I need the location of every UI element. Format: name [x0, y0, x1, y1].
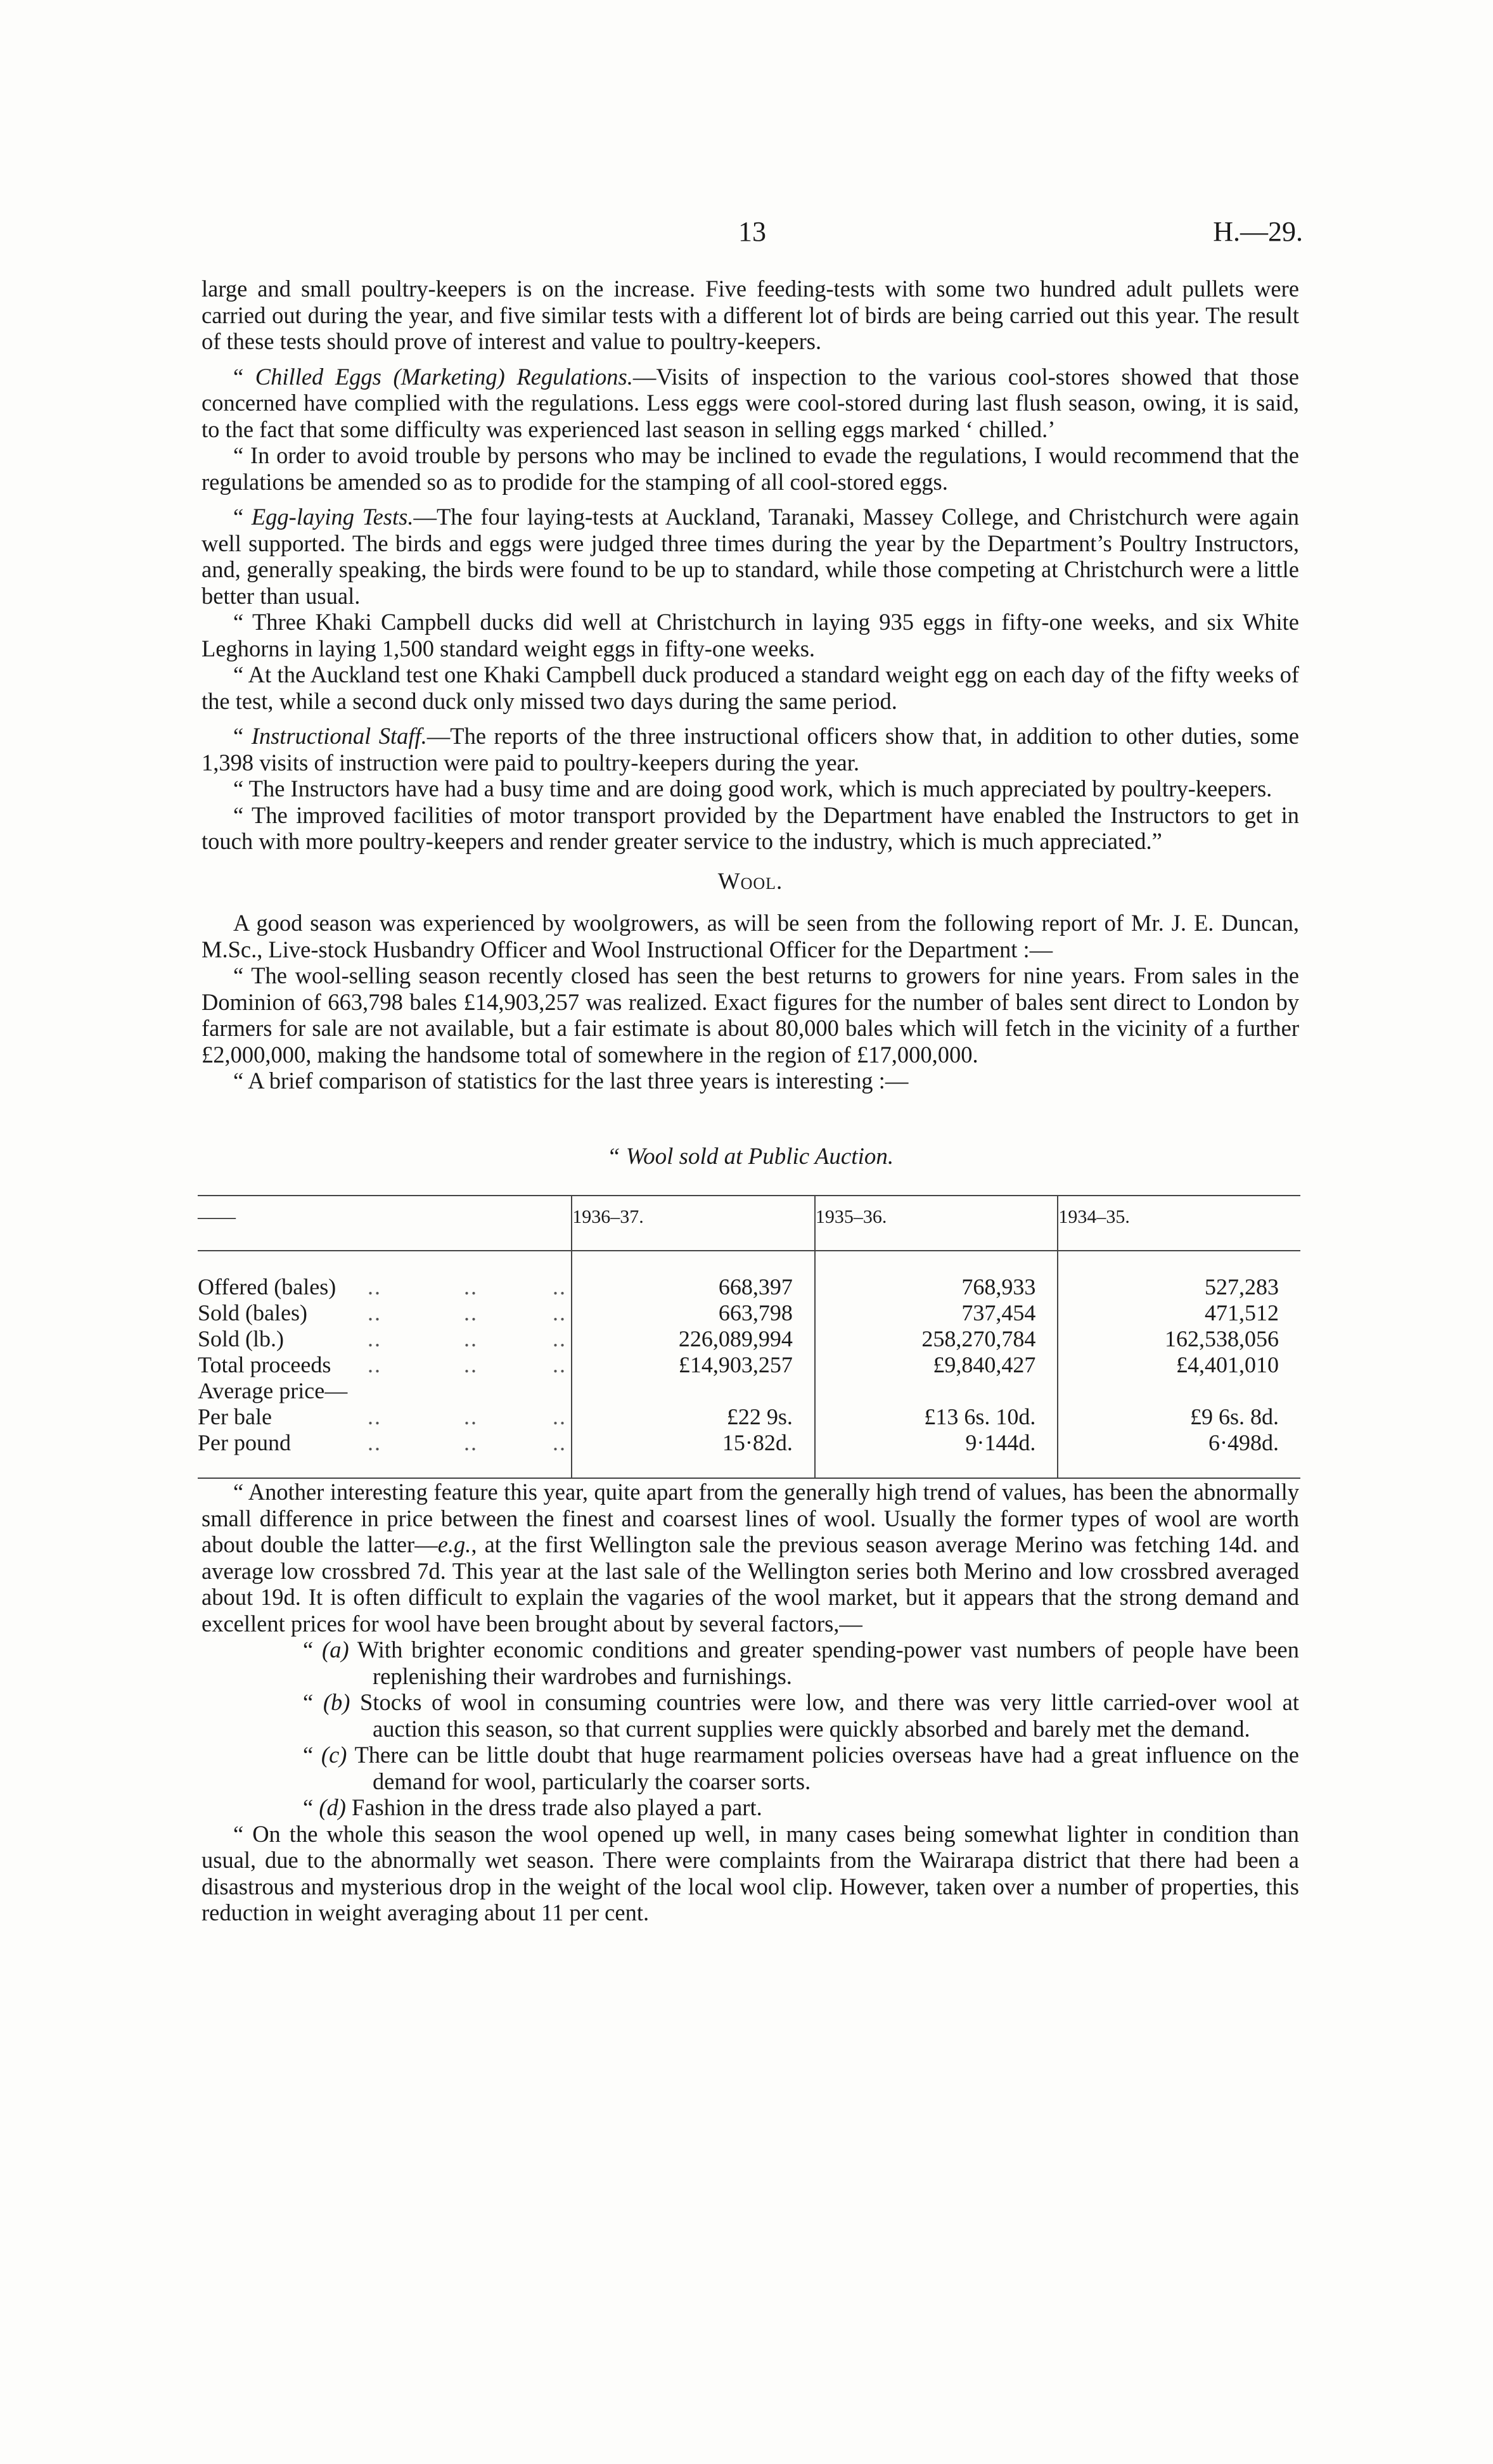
paragraph-wool-season: “ The wool-selling season recently closed has seen the best returns to growers for nine years. From sales in the Dominion of 663,798 bales £14,903,257 was realized. Exact figures for the number of bales sent direct to London by farmers for sale are not available, but a fair estimate is about 80,000 bales which will fetch in the vicinity of a further £2,000,000, making the handsome total of somewhere in the region of £17,000,000.: [202, 962, 1299, 1068]
cell-sold-lb-1934-35: 162,538,056: [1058, 1326, 1300, 1352]
paragraph-instructional-staff: “ Instructional Staff.—The reports of the three instructional officers show that, in addition to other duties, some 1,398 visits of instruction were paid to poultry-keepers during the year.: [202, 723, 1299, 776]
paragraph-wool-intro: A good season was experienced by woolgrowers, as will be seen from the following report of Mr. J. E. Duncan, M.Sc., Live-stock Husbandry Officer and Wool Instructional Officer for the Department :—: [202, 910, 1299, 962]
page-header: [0, 215, 1493, 253]
document-body: [198, 276, 1300, 1926]
paragraph-another-feature: “ Another interesting feature this year, quite apart from the generally high trend of values, has been the abnormally small difference in price between the finest and coarsest lines of wool. Usually the former types of wool are worth about double the latter—e.g., at the first Wellington sale the previous season average Merino was fetching 14d. and average low crossbred 7d. This year at the last sale of the Wellington series both Merino and low crossbred averaged about 19d. It is often difficult to explain the vagaries of the wool market, but it appears that the strong demand and excellent prices for wool have been brought about by several factors,—: [202, 1479, 1299, 1637]
chilled-eggs-text: —Visits of inspection to the various cool-stores showed that those concerned have complied with the regulations. Less eggs were cool-stored during last flush season, owing, it is said, to the fact that some difficulty was experienced last season in selling eggs marked ‘ chilled.’: [202, 363, 1299, 442]
cell-per-pound-1936-37: 15·82d.: [572, 1430, 815, 1478]
cell-sold-lb-1936-37: 226,089,994: [572, 1326, 815, 1352]
cell-proceeds-1936-37: £14,903,257: [572, 1352, 815, 1378]
paragraph-auckland-test: “ At the Auckland test one Khaki Campbell duck produced a standard weight egg on each day of the fifty weeks of the test, while a second duck only missed two days during the same period.: [202, 661, 1299, 714]
table-header-blank: ——: [198, 1196, 572, 1251]
column-header-1934-35: 1934–35.: [1058, 1196, 1300, 1251]
list-item: “ (d) Fashion in the dress trade also played a part.: [303, 1794, 762, 1820]
list-item: “ (a) With brighter economic conditions and greater spending-power vast numbers of people have been replenishing their wardrobes and furnishings.: [303, 1637, 1300, 1689]
column-header-1935-36: 1935–36.: [815, 1196, 1058, 1251]
cell-sold-bales-1936-37: 663,798: [572, 1300, 815, 1326]
row-label-per-pound: Per pound: [198, 1430, 291, 1455]
cell-proceeds-1935-36: £9,840,427: [815, 1352, 1058, 1378]
egg-laying-title: Egg-laying Tests.: [251, 504, 414, 530]
paragraph-final: “ On the whole this season the wool opened up well, in many cases being somewhat lighter in condition than usual, due to the abnormally wet season. There were complaints from the Wairarapa district that there had been a disastrous and mysterious drop in the weight of the local wool clip. However, taken over a number of properties, this reduction in weight averaging about 11 per cent.: [202, 1820, 1299, 1925]
table-row: Per pound .. .. .. 15·82d. 9·144d. 6·498d.: [198, 1430, 1300, 1478]
cell-per-bale-1936-37: £22 9s.: [572, 1404, 815, 1430]
wool-heading: Wool.: [717, 868, 783, 895]
cell-per-pound-1935-36: 9·144d.: [815, 1430, 1058, 1478]
cell-per-bale-1934-35: £9 6s. 8d.: [1058, 1404, 1300, 1430]
cell-offered-1936-37: 668,397: [572, 1274, 815, 1300]
row-label-average-price: Average price—: [198, 1378, 348, 1403]
row-label-sold-bales: Sold (bales): [198, 1300, 307, 1325]
cell-per-pound-1934-35: 6·498d.: [1058, 1430, 1300, 1478]
cell-sold-bales-1934-35: 471,512: [1058, 1300, 1300, 1326]
chilled-eggs-title: Chilled Eggs (Marketing) Regulations.: [255, 363, 633, 390]
table-row: Per bale .. .. .. £22 9s. £13 6s. 10d. £9 6s. 8d.: [198, 1404, 1300, 1430]
list-item: “ (c) There can be little doubt that huge rearmament policies overseas have had a great influence on the demand for wool, particularly the coarser sorts.: [303, 1742, 1299, 1794]
table-header-row: [198, 1196, 1300, 1251]
table-row: Sold (bales) .. .. .. 663,798 737,454 471,512: [198, 1300, 1300, 1326]
cell-sold-bales-1935-36: 737,454: [815, 1300, 1058, 1326]
table-row: [198, 1378, 1300, 1404]
paragraph-egg-laying: “ Egg-laying Tests.—The four laying-tests at Auckland, Taranaki, Massey College, and Christchurch were again well supported. The birds and eggs were judged three times during the year by the Department’s Poultry Instructors, and, generally speaking, the birds were found to be up to standard, while those competing at Christchurch were a little better than usual.: [202, 504, 1299, 609]
table-row: Total proceeds .. .. .. £14,903,257 £9,840,427 £4,401,010: [198, 1352, 1300, 1378]
cell-sold-lb-1935-36: 258,270,784: [815, 1326, 1058, 1352]
paragraph-khaki-campbell: “ Three Khaki Campbell ducks did well at Christchurch in laying 935 eggs in fifty-one weeks, and six White Leghorns in laying 1,500 standard weight eggs in fifty-one weeks.: [202, 609, 1299, 661]
table-row: Sold (lb.) .. .. .. 226,089,994 258,270,784 162,538,056: [198, 1326, 1300, 1352]
table-row: Offered (bales) .. .. .. 668,397 768,933 527,283: [198, 1274, 1300, 1300]
row-label-offered: Offered (bales): [198, 1274, 336, 1299]
paragraph-chilled-eggs: “ Chilled Eggs (Marketing) Regulations.—Visits of inspection to the various cool-stores showed that those concerned have complied with the regulations. Less eggs were cool-stored during last flush season, owing, it is said, to the fact that some difficulty was experienced last season in selling eggs marked ‘ chilled.’: [202, 363, 1299, 442]
paragraph-instructors-busy: “ The Instructors have had a busy time and are doing good work, which is much appreciated by poultry-keepers.: [233, 776, 1272, 801]
paragraph-recommend: “ In order to avoid trouble by persons who may be inclined to evade the regulations, I would recommend that the regulations be amended so as to prodide for the stamping of all cool-stored eggs.: [202, 442, 1299, 495]
cell-offered-1935-36: 768,933: [815, 1274, 1058, 1300]
cell-offered-1934-35: 527,283: [1058, 1274, 1300, 1300]
list-item: “ (b) Stocks of wool in consuming countries were low, and there was very little carried-over wool at auction this season, so that current supplies were quickly absorbed and barely met the demand.: [303, 1689, 1299, 1742]
wool-auction-table: [198, 1195, 1300, 1479]
instructional-staff-title: Instructional Staff.: [251, 723, 427, 749]
cell-per-bale-1935-36: £13 6s. 10d.: [815, 1404, 1058, 1430]
egg-laying-text: —The four laying-tests at Auckland, Taranaki, Massey College, and Christchurch were again well supported. The birds and eggs were judged three times during the year by the Department’s Poultry Instructors, and, generally speaking, the birds were found to be up to standard, while those competing at Christchurch were a little better than usual.: [202, 504, 1299, 609]
paragraph-comparison: “ A brief comparison of statistics for the last three years is interesting :—: [233, 1068, 909, 1094]
report-code: H.—29.: [1213, 216, 1303, 247]
page-number: 13: [738, 216, 766, 247]
eg-italic: e.g.: [437, 1531, 471, 1557]
cell-proceeds-1934-35: £4,401,010: [1058, 1352, 1300, 1378]
instructional-staff-text: —The reports of the three instructional officers show that, in addition to other duties, some 1,398 visits of instruction were paid to poultry-keepers during the year.: [202, 723, 1299, 776]
table-caption: “ Wool sold at Public Auction.: [606, 1143, 894, 1170]
row-label-sold-lb: Sold (lb.): [198, 1326, 285, 1351]
paragraph-motor-transport: “ The improved facilities of motor transport provided by the Department have enabled the Instructors to get in touch with more poultry-keepers and render greater service to the industry, which is much appreciated.”: [202, 801, 1299, 854]
factors-list: [202, 1637, 1299, 1821]
paragraph-poultry-tests: large and small poultry-keepers is on the increase. Five feeding-tests with some two hundred adult pullets were carried out during the year, and five similar tests with a different lot of birds are being carried out this year. The result of these tests should prove of interest and value to poultry-keepers.: [202, 276, 1299, 354]
row-label-per-bale: Per bale: [198, 1404, 272, 1429]
column-header-1936-37: 1936–37.: [572, 1196, 815, 1251]
row-label-total-proceeds: Total proceeds: [198, 1352, 331, 1377]
